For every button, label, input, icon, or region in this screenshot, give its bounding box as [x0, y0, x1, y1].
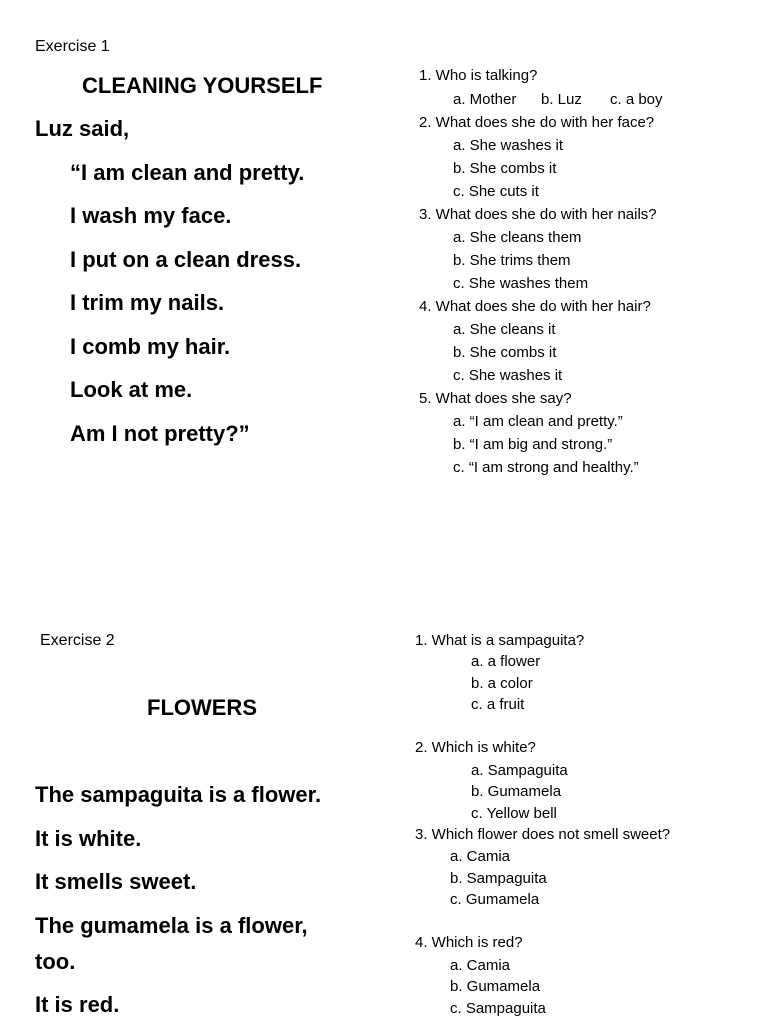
- answer-option: b. a color: [471, 675, 533, 692]
- answer-option: a. “I am clean and pretty.”: [453, 413, 623, 430]
- answer-option: a. Camia: [450, 957, 511, 974]
- answer-option: b. She combs it: [453, 160, 557, 177]
- question-text: 5. What does she say?: [419, 390, 572, 407]
- story-line: The sampaguita is a flower.: [35, 782, 322, 807]
- answer-option: c. a boy: [610, 91, 663, 108]
- story-line: It smells sweet.: [35, 869, 197, 894]
- answer-option: a. Sampaguita: [471, 762, 568, 779]
- exercise-1-title: CLEANING YOURSELF: [82, 73, 323, 98]
- story-line: too.: [35, 949, 76, 974]
- story-line: Look at me.: [70, 377, 193, 402]
- exercise-2-title: FLOWERS: [147, 695, 257, 720]
- answer-option: a. Mother: [453, 91, 517, 108]
- question-text: 2. Which is white?: [415, 739, 536, 756]
- question-text: 2. What does she do with her face?: [419, 114, 655, 131]
- story-line: I put on a clean dress.: [70, 247, 302, 272]
- exercise-1-label: Exercise 1: [35, 38, 110, 55]
- answer-option: b. “I am big and strong.”: [453, 436, 613, 453]
- story-line: I trim my nails.: [70, 290, 225, 315]
- question-text: 4. Which is red?: [415, 934, 523, 951]
- answer-option: b. Luz: [541, 91, 582, 108]
- question-text: 4. What does she do with her hair?: [419, 298, 651, 315]
- answer-option: b. Gumamela: [471, 783, 562, 800]
- answer-option: a. a flower: [471, 653, 541, 670]
- answer-option: c. Yellow bell: [471, 805, 557, 822]
- story-line: “I am clean and pretty.: [70, 160, 305, 185]
- answer-option: c. “I am strong and healthy.”: [453, 459, 639, 476]
- story-line: The gumamela is a flower,: [35, 913, 308, 938]
- story-line: I comb my hair.: [70, 334, 231, 359]
- story-line: I wash my face.: [70, 203, 232, 228]
- story-line: It is white.: [35, 826, 142, 851]
- story-line: Am I not pretty?”: [70, 421, 250, 446]
- answer-option: c. She cuts it: [453, 183, 539, 200]
- answer-option: c. a fruit: [471, 696, 525, 713]
- story-line: Luz said,: [35, 116, 130, 141]
- answer-option: a. She washes it: [453, 137, 564, 154]
- answer-option: c. She washes it: [453, 367, 563, 384]
- answer-option: b. She combs it: [453, 344, 557, 361]
- answer-option: a. She cleans them: [453, 229, 582, 246]
- exercise-2-label: Exercise 2: [40, 632, 115, 649]
- question-text: 3. Which flower does not smell sweet?: [415, 826, 671, 843]
- question-text: 1. Who is talking?: [419, 67, 538, 84]
- answer-option: c. Sampaguita: [450, 1000, 546, 1017]
- answer-option: b. Gumamela: [450, 978, 541, 995]
- answer-option: c. Gumamela: [450, 891, 540, 908]
- story-line: It is red.: [35, 992, 120, 1017]
- answer-option: b. She trims them: [453, 252, 571, 269]
- answer-option: b. Sampaguita: [450, 870, 547, 887]
- question-text: 3. What does she do with her nails?: [419, 206, 657, 223]
- answer-option: a. She cleans it: [453, 321, 556, 338]
- question-text: 1. What is a sampaguita?: [415, 632, 585, 649]
- answer-option: a. Camia: [450, 848, 511, 865]
- answer-option: c. She washes them: [453, 275, 589, 292]
